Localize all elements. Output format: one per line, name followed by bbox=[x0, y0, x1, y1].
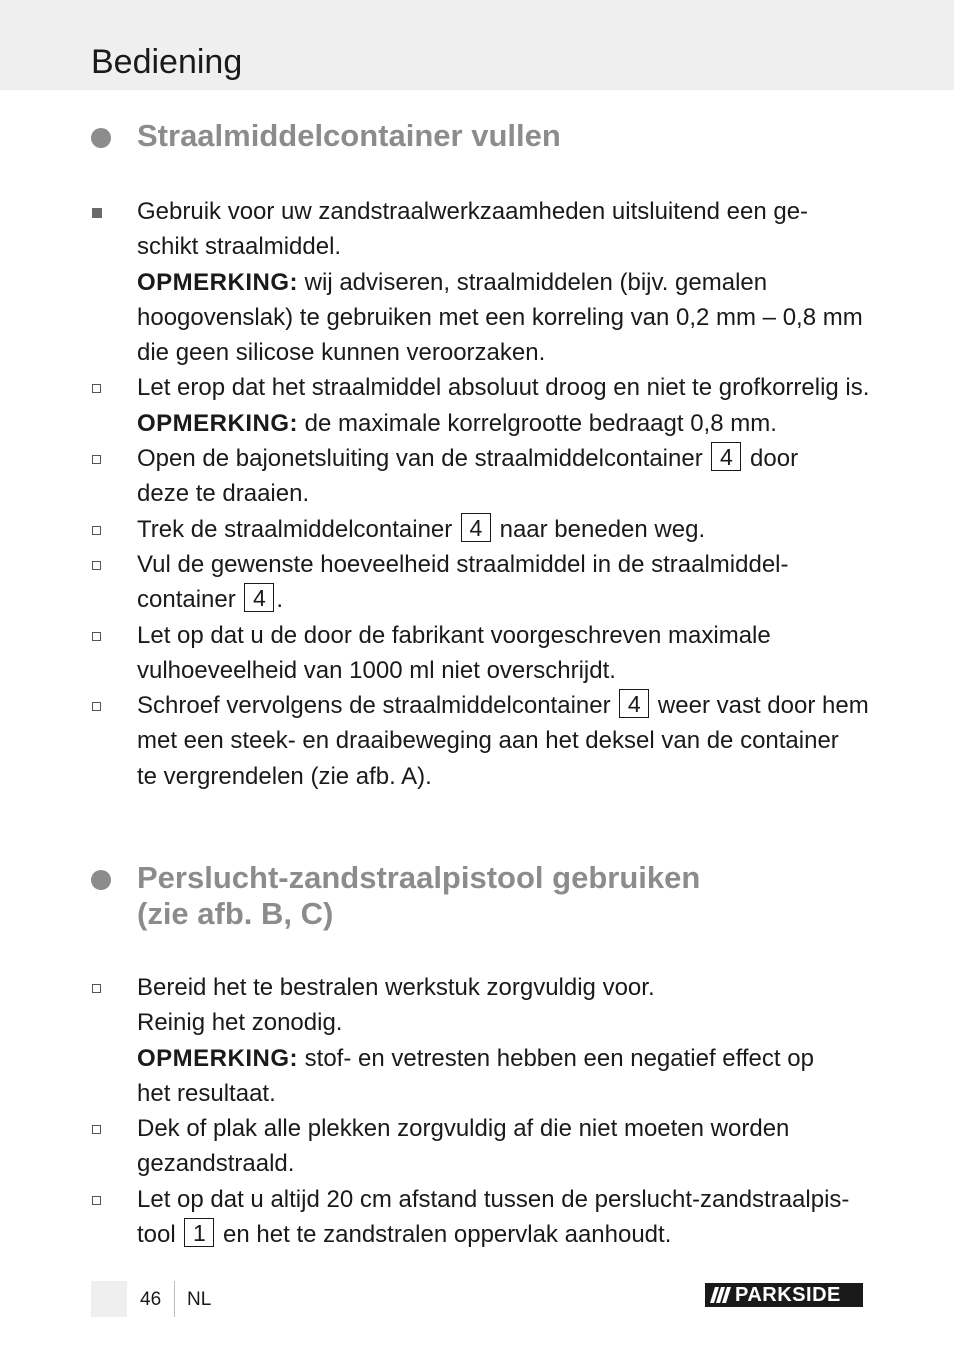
checkbox-square-bullet-icon bbox=[92, 1196, 101, 1205]
logo-slashes-icon bbox=[705, 1283, 733, 1307]
note-label: OPMERKING: bbox=[137, 268, 298, 296]
list-item bbox=[137, 1111, 877, 1182]
list-item bbox=[137, 547, 877, 618]
note-line bbox=[137, 406, 877, 441]
list-item bbox=[137, 370, 877, 441]
item-text-segment: door bbox=[743, 445, 799, 473]
part-reference-box: 1 bbox=[184, 1218, 214, 1247]
section-heading bbox=[0, 860, 954, 932]
part-reference-box: 4 bbox=[619, 689, 649, 718]
item-text-segment: Trek de straalmiddelcontainer bbox=[137, 515, 453, 543]
item-text: Gebruik voor uw zandstraalwerkzaamheden uitsluitend een ge- bbox=[137, 198, 809, 225]
list-item bbox=[137, 688, 877, 794]
item-text bbox=[137, 1217, 877, 1252]
section-title: Straalmiddelcontainer vullen bbox=[137, 118, 561, 153]
item-text-segment: en het te zandstralen oppervlak aanhoudt. bbox=[216, 1221, 672, 1249]
item-text: Dek of plak alle plekken zorgvuldig af die niet moeten worden bbox=[137, 1115, 790, 1143]
note-line bbox=[137, 1041, 877, 1076]
item-text bbox=[137, 512, 877, 547]
page-title: Bediening bbox=[91, 43, 243, 81]
page-number: 46 bbox=[140, 1289, 162, 1310]
parkside-logo bbox=[705, 1283, 863, 1307]
item-text: Reinig het zonodig. bbox=[137, 1009, 343, 1037]
section-heading bbox=[0, 118, 954, 154]
item-text-segment: naar beneden weg. bbox=[492, 515, 706, 543]
part-reference-box: 4 bbox=[244, 583, 274, 612]
list-item bbox=[137, 512, 877, 547]
logo-text: PARKSIDE bbox=[735, 1284, 841, 1306]
item-text: vulhoeveelheid van 1000 ml niet overschrijdt. bbox=[137, 656, 616, 684]
item-text-segment: Schroef vervolgens de straalmiddelcontainer bbox=[137, 692, 611, 720]
section-bullet-icon bbox=[91, 128, 111, 148]
list-item bbox=[137, 1182, 877, 1253]
item-text-segment: weer vast door hem bbox=[651, 692, 869, 720]
checkbox-square-bullet-icon bbox=[92, 455, 101, 464]
section-bullet-icon bbox=[91, 870, 111, 890]
item-text bbox=[137, 441, 877, 476]
note-label: OPMERKING: bbox=[137, 409, 298, 437]
item-text: Bereid het te bestralen werkstuk zorgvuldig voor. bbox=[137, 974, 655, 1001]
footer-page-tab bbox=[91, 1281, 127, 1317]
item-text-segment: container bbox=[137, 586, 236, 614]
section-title bbox=[137, 860, 897, 932]
checkbox-square-bullet-icon bbox=[92, 384, 101, 393]
section-title-line: Perslucht-zandstraalpistool gebruiken bbox=[137, 860, 701, 895]
instruction-list bbox=[0, 970, 954, 1252]
language-code: NL bbox=[187, 1289, 212, 1310]
item-text bbox=[137, 688, 877, 723]
note-label: OPMERKING: bbox=[137, 1044, 298, 1072]
list-item bbox=[137, 970, 877, 1111]
instruction-list bbox=[0, 194, 954, 794]
section-use-sandblast-gun bbox=[0, 860, 954, 1252]
list-item bbox=[137, 441, 877, 512]
item-text: met een steek- en draaibeweging aan het deksel van de container bbox=[137, 727, 839, 755]
note-text: die geen silicose kunnen veroorzaken. bbox=[137, 339, 546, 367]
note-text: het resultaat. bbox=[137, 1079, 276, 1107]
item-text: Let op dat u de door de fabrikant voorgeschreven maximale bbox=[137, 621, 771, 649]
filled-square-bullet-icon bbox=[92, 208, 102, 218]
checkbox-square-bullet-icon bbox=[92, 984, 101, 993]
part-reference-box: 4 bbox=[711, 442, 741, 471]
item-text: schikt straalmiddel. bbox=[137, 233, 342, 261]
part-reference-box: 4 bbox=[461, 513, 491, 542]
checkbox-square-bullet-icon bbox=[92, 561, 101, 570]
note-text: stof- en vetresten hebben een negatief effect op bbox=[298, 1044, 814, 1072]
note-text: wij adviseren, straalmiddelen (bijv. gemalen bbox=[298, 268, 768, 296]
item-text-segment: Open de bajonetsluiting van de straalmiddelcontainer bbox=[137, 445, 703, 473]
note-text: de maximale korrelgrootte bedraagt 0,8 mm. bbox=[298, 409, 777, 437]
note-text: hoogovenslak) te gebruiken met een korreling van 0,2 mm – 0,8 mm bbox=[137, 303, 863, 331]
section-title-line: (zie afb. B, C) bbox=[137, 896, 334, 931]
item-text: te vergrendelen (zie afb. A). bbox=[137, 762, 432, 790]
footer-divider bbox=[174, 1281, 175, 1317]
item-text-segment: . bbox=[276, 586, 284, 614]
item-text: deze te draaien. bbox=[137, 480, 310, 508]
checkbox-square-bullet-icon bbox=[92, 632, 101, 641]
item-text bbox=[137, 582, 877, 617]
item-text: Let erop dat het straalmiddel absoluut droog en niet te grofkorrelig is. bbox=[137, 374, 870, 402]
item-text: Let op dat u altijd 20 cm afstand tussen de perslucht-zandstraalpis- bbox=[137, 1185, 850, 1213]
section-fill-container bbox=[0, 118, 954, 794]
item-text: gezandstraald. bbox=[137, 1150, 295, 1178]
list-item bbox=[137, 618, 877, 689]
item-text-segment: tool bbox=[137, 1221, 176, 1249]
note-line bbox=[137, 265, 877, 300]
checkbox-square-bullet-icon bbox=[92, 526, 101, 535]
item-text: Vul de gewenste hoeveelheid straalmiddel in de straalmiddel- bbox=[137, 550, 789, 578]
list-item bbox=[137, 194, 877, 370]
checkbox-square-bullet-icon bbox=[92, 702, 101, 711]
checkbox-square-bullet-icon bbox=[92, 1125, 101, 1134]
